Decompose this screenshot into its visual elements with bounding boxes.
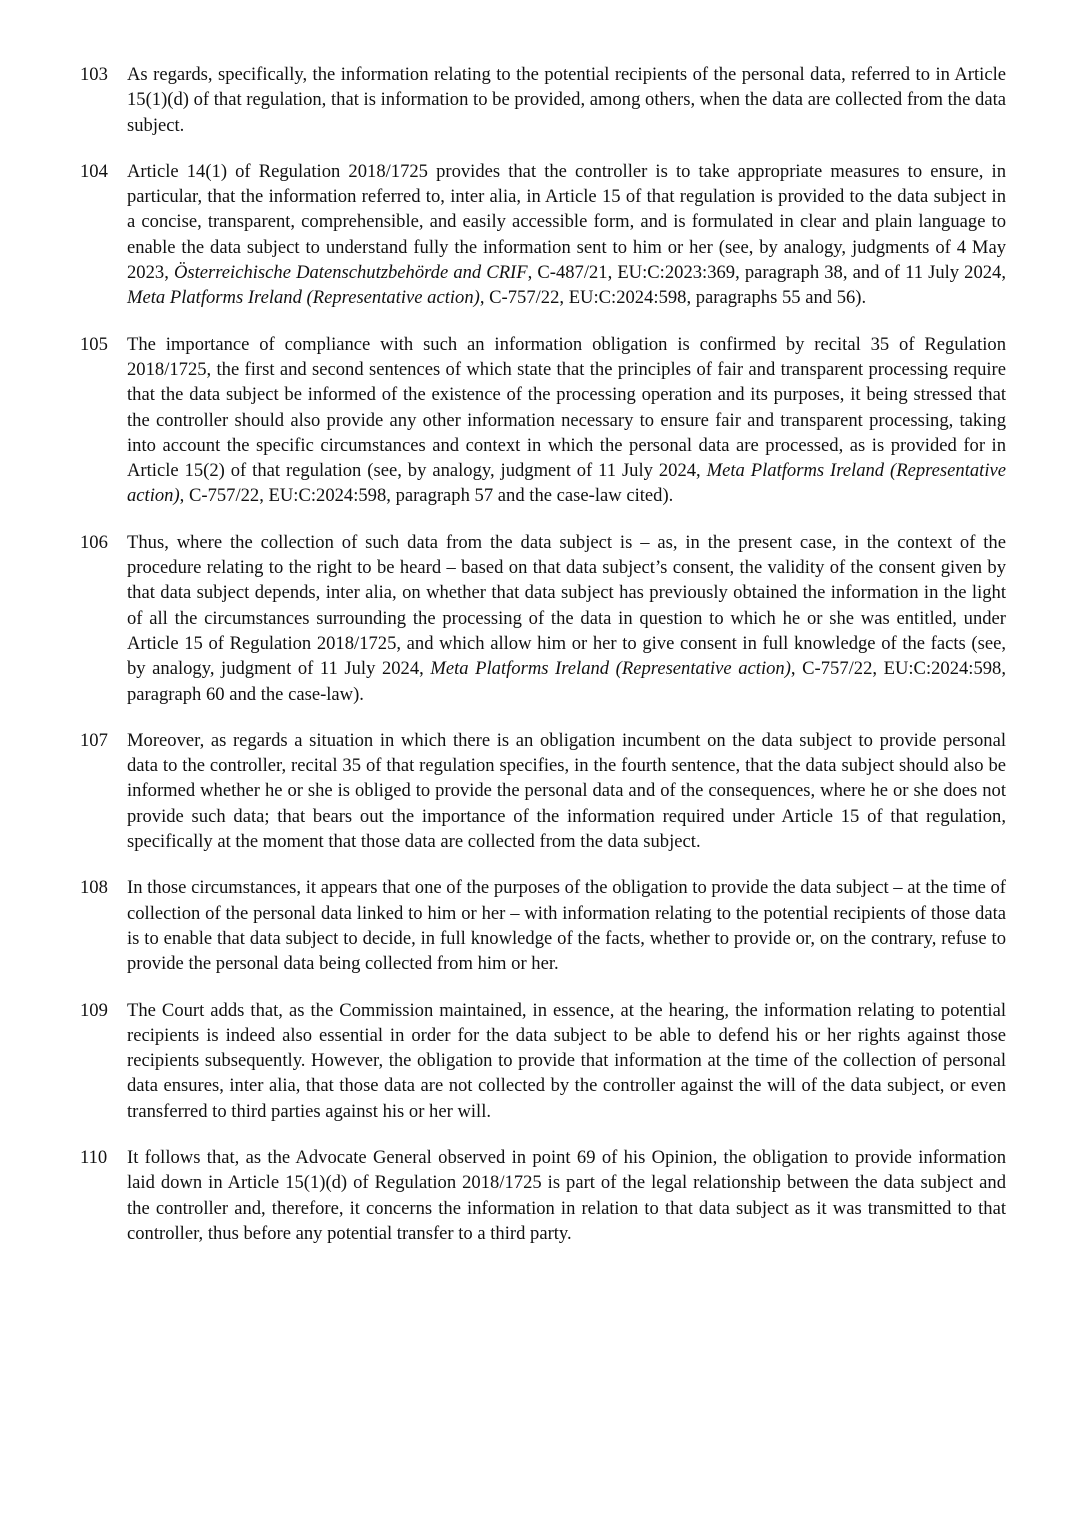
numbered-paragraph (80, 530, 1006, 707)
numbered-paragraph (80, 159, 1006, 311)
text-segment: Thus, where the collection of such data from the data subject is – as, in the present case, in the context of the procedure relating to the right to be heard – based on that data subject’s consent, the validity of the consent given by that data subject depends, inter alia, on whether that data subject has previously obtained the information in the light of all the circumstances surrounding the processing of the data in question to which he or she was entitled, under Article 15 of Regulation 2018/1725, and which allow him or her to give consent in full knowledge of the facts (see, by analogy, judgment of 11 July 2024, (127, 531, 1006, 680)
paragraph-number: 104 (80, 160, 108, 182)
text-segment: The Court adds that, as the Commission maintained, in essence, at the hearing, the information relating to potential recipients is indeed also essential in order for the data subject to be able to defend his or her rights against those recipients subsequently. However, the obligation to provide that information at the time of the collection of personal data ensures, inter alia, that those data are not collected by the controller against the will of the data subject, or even transferred to third parties against his or her will. (127, 999, 1006, 1122)
numbered-paragraph (80, 1145, 1006, 1246)
text-segment: In those circumstances, it appears that one of the purposes of the obligation to provide the data subject – at the time of collection of the personal data linked to him or her – with information relating to the potential recipients of those data is to enable that data subject to decide, in full knowledge of the facts, whether to provide or, on the contrary, refuse to provide the personal data being collected from him or her. (127, 877, 1006, 975)
paragraph-text (127, 875, 1006, 976)
paragraph-number: 107 (80, 729, 108, 751)
paragraph-text (127, 728, 1006, 854)
numbered-paragraph (80, 62, 1006, 138)
text-segment: The importance of compliance with such an information obligation is confirmed by recital 35 of Regulation 2018/1725, the first and second sentences of which state that the principles of fair and transparent processing require that the data subject be informed of the existence of the processing operation and its purposes, it being stressed that the controller should also provide any other information necessary to ensure fair and transparent processing, taking into account the specific circumstances and context in which the personal data are processed, as is provided for in Article 15(2) of that regulation (see, by analogy, judgment of 11 July 2024, (127, 333, 1006, 482)
paragraph-number: 106 (80, 531, 108, 553)
text-segment: , C‑487/21, EU:C:2023:369, paragraph 38, and of 11 July 2024, (527, 262, 1006, 284)
text-segment: , C‑757/22, EU:C:2024:598, paragraph 60 and the case-law). (127, 658, 1006, 705)
paragraph-text (127, 62, 1006, 138)
numbered-paragraph (80, 875, 1006, 976)
numbered-paragraph (80, 332, 1006, 509)
numbered-paragraph (80, 728, 1006, 854)
paragraph-number: 110 (80, 1146, 108, 1168)
text-segment: Article 14(1) of Regulation 2018/1725 provides that the controller is to take appropriate measures to ensure, in particular, that the information referred to, inter alia, in Article 15 of that regulation is provided to the data subject in a concise, transparent, comprehensible, and easily accessible form, and is formulated in clear and plain language to enable the data subject to understand fully the information sent to him or her (see, by analogy, judgments of 4 May 2023, (127, 160, 1006, 284)
paragraph-number: 108 (80, 877, 108, 899)
paragraph-text (127, 1145, 1006, 1246)
text-segment: , C‑757/22, EU:C:2024:598, paragraph 57 and the case-law cited). (179, 485, 674, 507)
text-segment: It follows that, as the Advocate General observed in point 69 of his Opinion, the obligation to provide information laid down in Article 15(1)(d) of Regulation 2018/1725 is part of the legal relationship between the data subject and the controller and, therefore, it concerns the information in relation to that data subject as it was transmitted to that controller, thus before any potential transfer to a third party. (127, 1146, 1006, 1244)
text-segment: , C‑757/22, EU:C:2024:598, paragraphs 55 and 56). (479, 287, 867, 309)
paragraph-text (127, 530, 1006, 707)
paragraph-text (127, 998, 1006, 1124)
case-name-italic: Meta Platforms Ireland (Representative action) (127, 460, 1007, 507)
paragraph-number: 105 (80, 333, 108, 355)
case-name-italic: Österreichische Datenschutzbehörde and CRIF (173, 262, 528, 284)
paragraph-number: 103 (80, 64, 108, 85)
case-name-italic: Meta Platforms Ireland (Representative action) (430, 658, 791, 680)
judgment-page-body (80, 62, 1006, 1267)
case-name-italic: Meta Platforms Ireland (Representative action) (127, 287, 480, 309)
text-segment: Moreover, as regards a situation in which there is an obligation incumbent on the data subject to provide personal data to the controller, recital 35 of that regulation specifies, in the fourth sentence, that the data subject should also be informed whether he or she is obliged to provide the personal data and of the consequences, where he or she does not provide such data; that bears out the importance of the information required under Article 15 of that regulation, specifically at the moment that those data are collected from the data subject. (127, 729, 1006, 853)
paragraph-number: 109 (80, 999, 108, 1021)
paragraph-text (127, 159, 1006, 311)
text-segment: As regards, specifically, the information relating to the potential recipients of the personal data, referred to in Article 15(1)(d) of that regulation, that is information to be provided, among others, when the data are collected from the data subject. (127, 64, 1006, 136)
paragraph-text (127, 332, 1006, 509)
numbered-paragraph (80, 998, 1006, 1124)
